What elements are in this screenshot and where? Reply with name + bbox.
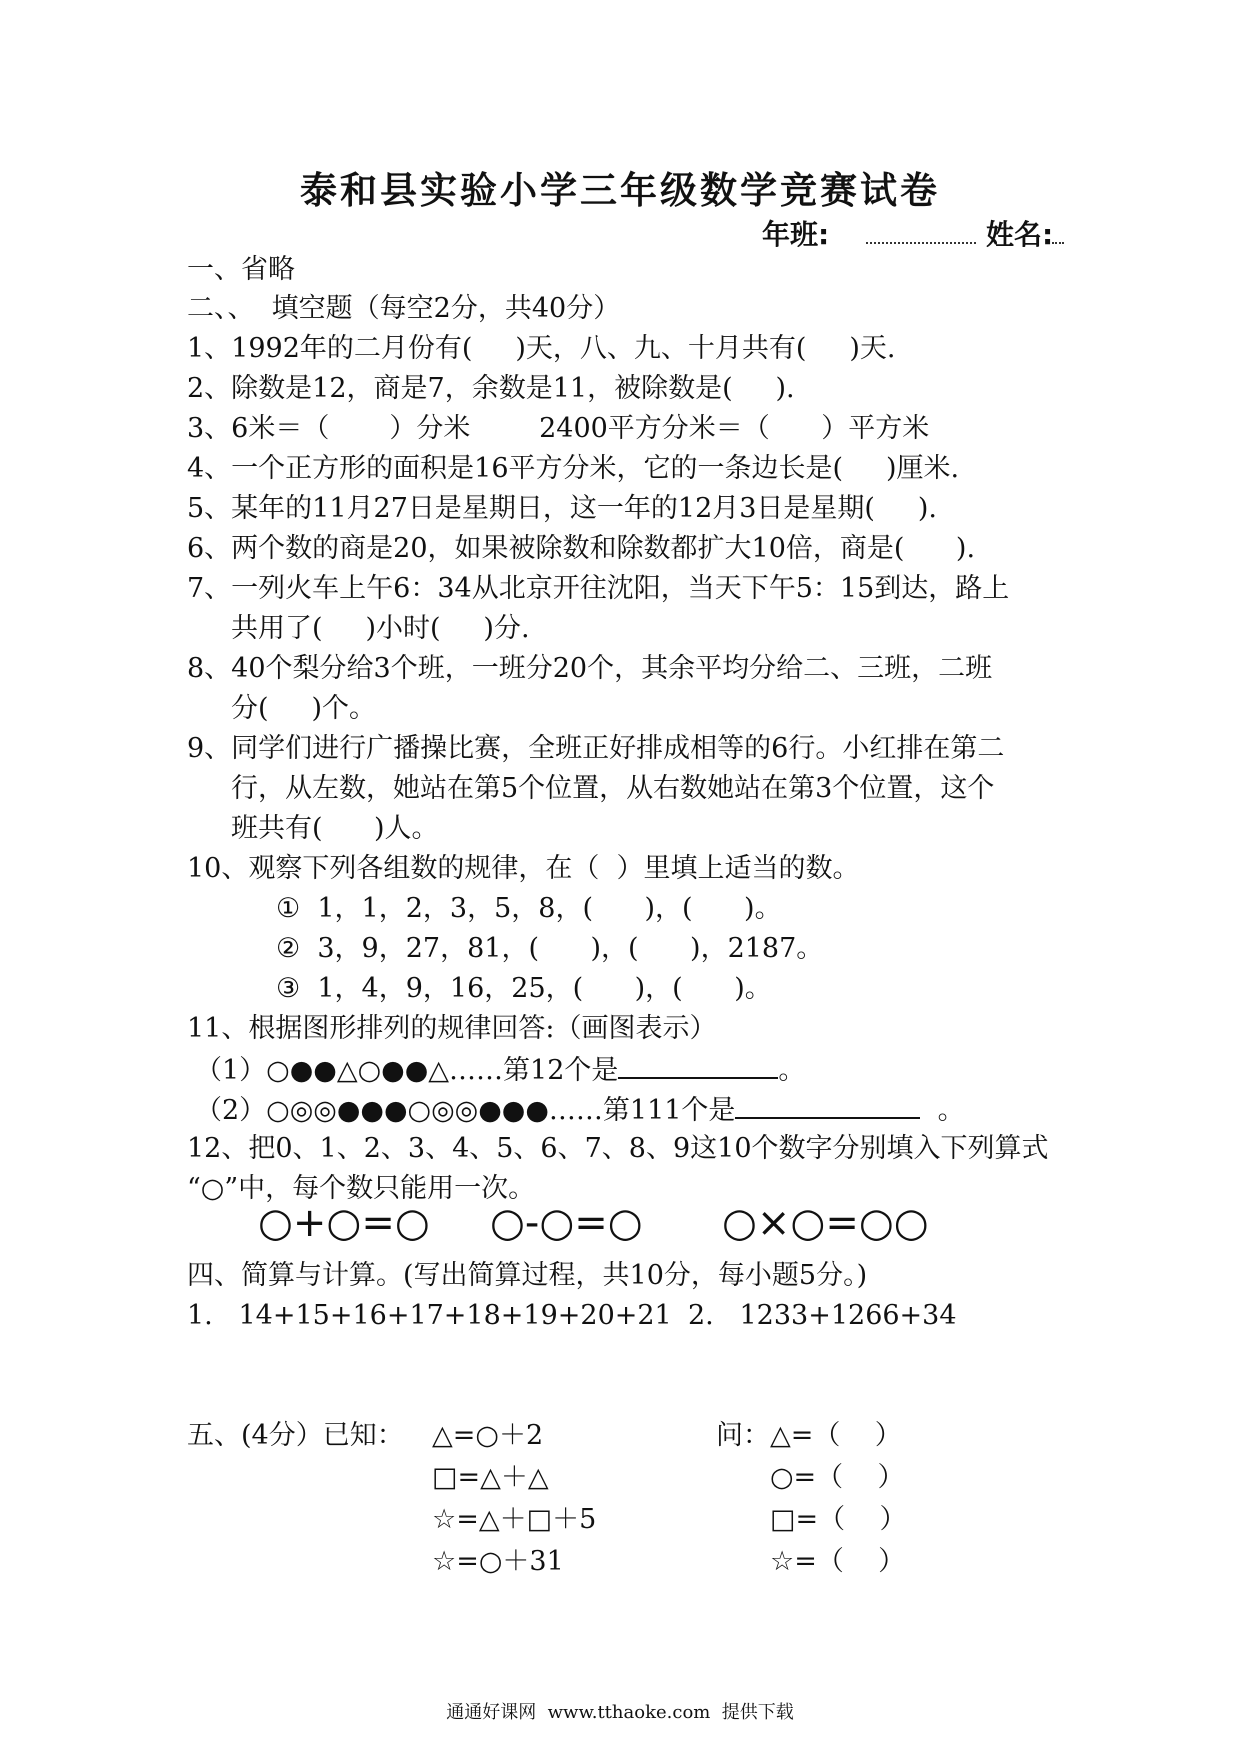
section-5-heading: 五、(4分）已知：: [187, 1420, 404, 1451]
calc-1: 1. 14+15+16+17+18+19+20+21: [187, 1300, 672, 1331]
question-7-continued: 共用了( )小时( )分.: [231, 613, 530, 644]
question-12: 12、把0、1、2、3、4、5、6、7、8、9这10个数字分别填入下列算式: [187, 1133, 1049, 1164]
question-10: 10、观察下列各组数的规律，在（ ）里填上适当的数。: [187, 853, 860, 884]
question-9: 9、同学们进行广播操比赛，全班正好排成相等的6行。小红排在第二: [187, 733, 1005, 764]
page-title: 泰和县实验小学三年级数学竞赛试卷: [300, 169, 940, 212]
pattern-2-end: 。: [937, 1095, 965, 1126]
footer-credit: 通通好课网 www.tthaoke.com 提供下载: [446, 1702, 794, 1723]
pattern-2-blank[interactable]: [735, 1095, 920, 1119]
question-7: 7、一列火车上午6：34从北京开往沈阳，当天下午5：15到达，路上: [187, 573, 1010, 604]
question-4: 4、一个正方形的面积是16平方分米，它的一条边长是( )厘米.: [187, 453, 960, 484]
equation-subtraction: ○-○=○: [490, 1200, 643, 1246]
equation-multiplication: ○×○=○○: [722, 1200, 929, 1246]
question-8-continued: 分( )个。: [231, 693, 376, 724]
section-1: 一、省略: [187, 254, 295, 285]
ask-circle: ○=（ ）: [770, 1462, 905, 1493]
question-5: 5、某年的11月27日是星期日，这一年的12月3日是星期( ).: [187, 493, 937, 524]
pattern-2: [195, 1095, 965, 1124]
ask-triangle: 问：△=（ ）: [716, 1420, 902, 1451]
known-4: ☆=○＋31: [432, 1546, 564, 1577]
question-6: 6、两个数的商是20，如果被除数和除数都扩大10倍，商是( ).: [187, 533, 976, 564]
question-9-line-2: 行，从左数，她站在第5个位置，从右数她站在第3个位置，这个: [231, 773, 995, 804]
question-1: 1、1992年的二月份有( )天，八、九、十月共有( )天.: [187, 333, 896, 364]
question-8: 8、40个梨分给3个班，一班分20个，其余平均分给二、三班，二班: [187, 653, 993, 684]
question-3: 3、6米＝（ ）分米 2400平方分米＝（ ）平方米: [187, 413, 930, 444]
ask-star: ☆=（ ）: [770, 1546, 906, 1577]
pattern-1: [195, 1055, 805, 1084]
question-12-continued: “○”中，每个数只能用一次。: [187, 1173, 536, 1204]
pattern-1-end: 。: [778, 1055, 806, 1086]
calc-2: 2. 1233+1266+34: [688, 1300, 957, 1331]
known-2: □=△＋△: [432, 1462, 549, 1493]
question-9-line-3: 班共有( )人。: [231, 813, 439, 844]
known-1: △=○＋2: [432, 1420, 544, 1451]
section-4-heading: 四、简算与计算。(写出简算过程，共10分，每小题5分。): [187, 1260, 868, 1291]
sequence-2: ② 3，9，27，81，( )，( )，2187。: [276, 933, 824, 964]
class-label: 年班:: [762, 218, 830, 251]
question-2: 2、除数是12，商是7，余数是11，被除数是( ).: [187, 373, 795, 404]
sequence-3: ③ 1，4，9，16，25，( )，( )。: [276, 973, 772, 1004]
pattern-2-text: （2）○◎◎●●●○◎◎●●●……第111个是: [195, 1095, 736, 1126]
question-11: 11、根据图形排列的规律回答:（画图表示）: [187, 1013, 717, 1044]
known-3: ☆=△＋□＋5: [432, 1504, 597, 1535]
ask-square: □=（ ）: [770, 1504, 907, 1535]
sequence-1: ① 1，1，2，3，5，8，( )，( )。: [276, 893, 782, 924]
name-label: 姓名:: [986, 218, 1054, 251]
equation-addition: ○+○=○: [258, 1200, 430, 1246]
name-blank[interactable]: [1052, 222, 1064, 244]
pattern-1-text: （1）○●●△○●●△……第12个是: [195, 1055, 619, 1086]
section-2-heading: 二、、 填空题（每空2分，共40分）: [187, 293, 621, 324]
pattern-1-blank[interactable]: [618, 1055, 778, 1079]
class-blank[interactable]: [866, 222, 976, 244]
